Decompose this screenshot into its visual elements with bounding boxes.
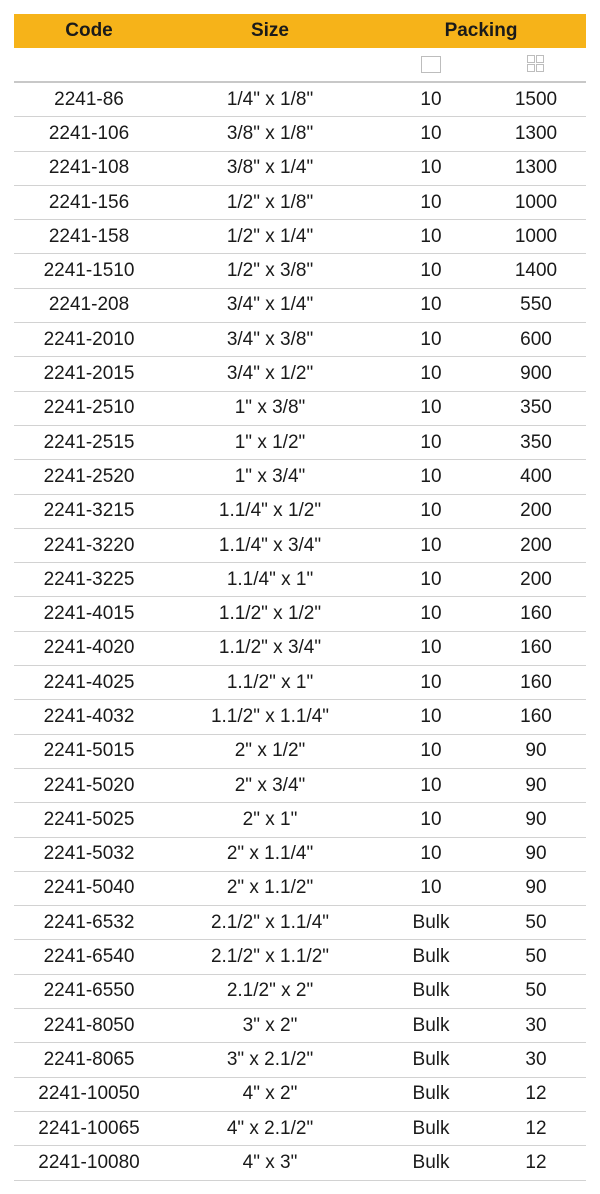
table-row — [14, 1009, 586, 1043]
cell-size: 2" x 1.1/2" — [226, 877, 314, 899]
cell-size: 1/2" x 1/4" — [226, 225, 314, 247]
cell-size: 3/4" x 1/2" — [226, 363, 314, 385]
cell-inner-pack: Bulk — [412, 946, 450, 968]
cell-size: 1.1/2" x 1.1/4" — [210, 705, 330, 727]
cell-size: 1.1/4" x 1" — [226, 568, 314, 590]
cell-size: 2" x 1/2" — [234, 740, 306, 762]
cell-size: 1/2" x 1/8" — [226, 191, 314, 213]
cell-code: 2241-106 — [48, 122, 130, 144]
cell-outer-pack: 600 — [520, 328, 552, 350]
cell-code: 2241-2515 — [43, 431, 135, 453]
cell-size: 1.1/2" x 1" — [226, 671, 314, 693]
cell-outer-pack: 550 — [520, 294, 552, 316]
cell-size: 1.1/4" x 1/2" — [218, 500, 322, 522]
cell-inner-pack: 10 — [420, 568, 442, 590]
cell-inner-pack: 10 — [420, 225, 442, 247]
cell-outer-pack: 12 — [525, 1151, 547, 1173]
table-row — [14, 1043, 586, 1077]
cell-inner-pack: 10 — [420, 465, 442, 487]
cell-inner-pack: 10 — [420, 328, 442, 350]
cell-outer-pack: 90 — [525, 740, 547, 762]
cell-outer-pack: 1300 — [514, 157, 558, 179]
cell-outer-pack: 200 — [520, 568, 552, 590]
cell-size: 1.1/2" x 3/4" — [218, 637, 322, 659]
cell-inner-pack: 10 — [420, 88, 442, 110]
cell-outer-pack: 30 — [525, 1014, 547, 1036]
table-header — [14, 14, 586, 48]
cell-code: 2241-86 — [54, 88, 124, 110]
table-row — [14, 357, 586, 391]
cell-inner-pack: 10 — [420, 431, 442, 453]
cell-inner-pack: 10 — [420, 363, 442, 385]
cell-outer-pack: 400 — [520, 465, 552, 487]
table-row — [14, 838, 586, 872]
table-row — [14, 700, 586, 734]
cell-code: 2241-208 — [48, 294, 130, 316]
cell-inner-pack: Bulk — [412, 1117, 450, 1139]
cell-code: 2241-5032 — [43, 843, 135, 865]
cell-inner-pack: 10 — [420, 294, 442, 316]
cell-size: 2.1/2" x 1.1/2" — [210, 946, 330, 968]
cell-inner-pack: 10 — [420, 808, 442, 830]
cell-code: 2241-5020 — [43, 774, 135, 796]
table-row — [14, 323, 586, 357]
cell-size: 3/8" x 1/4" — [226, 157, 314, 179]
single-box-icon — [421, 56, 441, 73]
cell-outer-pack: 160 — [520, 705, 552, 727]
table-row — [14, 529, 586, 563]
cell-outer-pack: 12 — [525, 1117, 547, 1139]
cell-inner-pack: 10 — [420, 637, 442, 659]
table-row — [14, 186, 586, 220]
table-row — [14, 975, 586, 1009]
cell-inner-pack: 10 — [420, 705, 442, 727]
cell-size: 2" x 1" — [242, 808, 298, 830]
table-row — [14, 220, 586, 254]
cell-outer-pack: 1000 — [514, 191, 558, 213]
cell-inner-pack: 10 — [420, 603, 442, 625]
cell-code: 2241-2010 — [43, 328, 135, 350]
cell-size: 3/4" x 3/8" — [226, 328, 314, 350]
table-row — [14, 1146, 586, 1180]
cell-size: 3/8" x 1/8" — [226, 122, 314, 144]
cell-code: 2241-3215 — [43, 500, 135, 522]
table-row — [14, 495, 586, 529]
cell-size: 2.1/2" x 1.1/4" — [210, 911, 330, 933]
table-row — [14, 1112, 586, 1146]
cell-size: 1.1/2" x 1/2" — [218, 603, 322, 625]
cell-inner-pack: 10 — [420, 157, 442, 179]
cell-outer-pack: 1400 — [514, 260, 558, 282]
header-packing: Packing — [444, 20, 518, 41]
cell-size: 1.1/4" x 3/4" — [218, 534, 322, 556]
cell-size: 2" x 3/4" — [234, 774, 306, 796]
table-row — [14, 666, 586, 700]
cell-inner-pack: 10 — [420, 740, 442, 762]
cell-outer-pack: 30 — [525, 1048, 547, 1070]
cell-inner-pack: Bulk — [412, 1083, 450, 1105]
table-row — [14, 117, 586, 151]
cell-outer-pack: 12 — [525, 1083, 547, 1105]
table-row — [14, 906, 586, 940]
cell-size: 1" x 1/2" — [234, 431, 306, 453]
cell-outer-pack: 90 — [525, 877, 547, 899]
cell-inner-pack: 10 — [420, 671, 442, 693]
table-row — [14, 83, 586, 117]
cell-code: 2241-156 — [48, 191, 130, 213]
product-table — [14, 14, 586, 1181]
cell-size: 2" x 1.1/4" — [226, 843, 314, 865]
cell-code: 2241-2510 — [43, 397, 135, 419]
cell-outer-pack: 900 — [520, 363, 552, 385]
cell-outer-pack: 200 — [520, 534, 552, 556]
cell-inner-pack: Bulk — [412, 980, 450, 1002]
table-row — [14, 1078, 586, 1112]
table-row — [14, 769, 586, 803]
cell-inner-pack: 10 — [420, 877, 442, 899]
cell-code: 2241-8050 — [43, 1014, 135, 1036]
cell-code: 2241-3220 — [43, 534, 135, 556]
cell-size: 3/4" x 1/4" — [226, 294, 314, 316]
cell-code: 2241-10080 — [38, 1151, 140, 1173]
cell-size: 3" x 2.1/2" — [226, 1048, 314, 1070]
cell-code: 2241-158 — [48, 225, 130, 247]
cell-inner-pack: Bulk — [412, 911, 450, 933]
cell-outer-pack: 90 — [525, 808, 547, 830]
table-row — [14, 289, 586, 323]
table-row — [14, 597, 586, 631]
table-row — [14, 735, 586, 769]
cell-code: 2241-108 — [48, 157, 130, 179]
cell-outer-pack: 350 — [520, 397, 552, 419]
table-row — [14, 460, 586, 494]
cell-outer-pack: 50 — [525, 980, 547, 1002]
cell-size: 1/4" x 1/8" — [226, 88, 314, 110]
table-row — [14, 803, 586, 837]
cell-inner-pack: 10 — [420, 122, 442, 144]
cell-size: 4" x 2.1/2" — [226, 1117, 314, 1139]
cell-inner-pack: 10 — [420, 191, 442, 213]
table-row — [14, 940, 586, 974]
table-row — [14, 872, 586, 906]
table-body — [14, 83, 586, 1181]
cell-code: 2241-5025 — [43, 808, 135, 830]
table-row — [14, 426, 586, 460]
cell-outer-pack: 50 — [525, 946, 547, 968]
cell-inner-pack: 10 — [420, 260, 442, 282]
table-row — [14, 392, 586, 426]
cell-inner-pack: 10 — [420, 774, 442, 796]
cell-size: 2.1/2" x 2" — [226, 980, 314, 1002]
cell-size: 1/2" x 3/8" — [226, 260, 314, 282]
cell-code: 2241-10050 — [38, 1083, 140, 1105]
cell-code: 2241-5040 — [43, 877, 135, 899]
cell-inner-pack: Bulk — [412, 1048, 450, 1070]
carton-grid-icon — [527, 55, 545, 73]
cell-outer-pack: 350 — [520, 431, 552, 453]
table-row — [14, 254, 586, 288]
table-row — [14, 632, 586, 666]
cell-code: 2241-10065 — [38, 1117, 140, 1139]
cell-inner-pack: Bulk — [412, 1151, 450, 1173]
cell-code: 2241-6550 — [43, 980, 135, 1002]
cell-code: 2241-2015 — [43, 363, 135, 385]
header-code: Code — [65, 20, 113, 41]
cell-outer-pack: 50 — [525, 911, 547, 933]
cell-outer-pack: 160 — [520, 637, 552, 659]
cell-size: 4" x 2" — [242, 1083, 298, 1105]
cell-outer-pack: 90 — [525, 843, 547, 865]
header-size: Size — [250, 20, 290, 41]
cell-code: 2241-3225 — [43, 568, 135, 590]
table-row — [14, 152, 586, 186]
cell-code: 2241-4032 — [43, 705, 135, 727]
cell-inner-pack: 10 — [420, 500, 442, 522]
cell-code: 2241-4015 — [43, 603, 135, 625]
cell-code: 2241-6540 — [43, 946, 135, 968]
cell-outer-pack: 90 — [525, 774, 547, 796]
cell-outer-pack: 200 — [520, 500, 552, 522]
cell-code: 2241-6532 — [43, 911, 135, 933]
packing-icons-row — [14, 48, 586, 83]
cell-inner-pack: 10 — [420, 534, 442, 556]
cell-code: 2241-4025 — [43, 671, 135, 693]
cell-code: 2241-8065 — [43, 1048, 135, 1070]
cell-code: 2241-4020 — [43, 637, 135, 659]
cell-inner-pack: Bulk — [412, 1014, 450, 1036]
cell-size: 3" x 2" — [242, 1014, 298, 1036]
cell-size: 1" x 3/4" — [234, 465, 306, 487]
cell-inner-pack: 10 — [420, 843, 442, 865]
cell-size: 4" x 3" — [242, 1151, 298, 1173]
cell-outer-pack: 160 — [520, 603, 552, 625]
cell-outer-pack: 160 — [520, 671, 552, 693]
cell-size: 1" x 3/8" — [234, 397, 306, 419]
cell-inner-pack: 10 — [420, 397, 442, 419]
cell-code: 2241-2520 — [43, 465, 135, 487]
cell-code: 2241-1510 — [43, 260, 135, 282]
cell-code: 2241-5015 — [43, 740, 135, 762]
cell-outer-pack: 1000 — [514, 225, 558, 247]
table-row — [14, 563, 586, 597]
cell-outer-pack: 1300 — [514, 122, 558, 144]
cell-outer-pack: 1500 — [514, 88, 558, 110]
